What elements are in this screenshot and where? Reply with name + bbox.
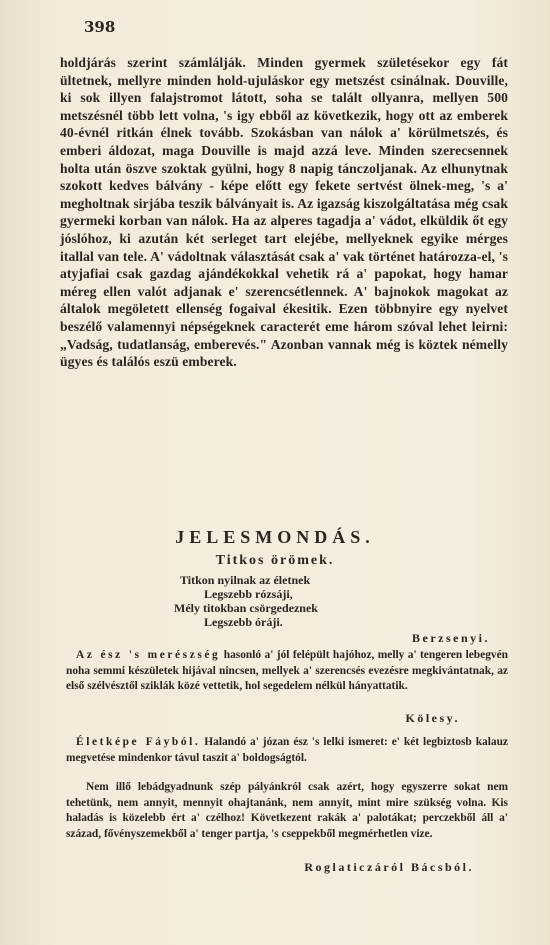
main-paragraph: holdjárás szerint számlálják. Minden gyermek születésekor egy fát ültetnek, mellyre minden hold-ujuláskor egy metszést csinálnak. Douville, ki sok illyen falajstromot látott, soha se talált ollyanra, mellyen 500 metszésnél több lett volna, 's igy ebből az következik, hogy ott az emberek 40-évnél ritkán élnek tovább. Szokásban van nálok a' körülmetszés, és emberi áldozat, maga Douville is majd azzá leve. Minden szerecsennek holta után öszve szoktak gyülni, hogy 8 napig tánczoljanak. Az elhunytnak szokott kedves bálvány - képe előtt egy fekete sertvést ölnek-meg, 's a' megholtnak sirjába teszik bálványait is. Az igazság kiszolgáltatása még csak gyermeki korban van nálok. Ha az alperes tagadja a' vádot, elküldik őt egy jóslóhoz, ki azután két serleget tart elejébe, mellyeknek egyike mérges itallal van tele. A' vádoltnak választását csak a' vak történet határozza-el, 's atyjafiai csak gazdag ajándékokkal vehetik rá a' papokat, hogy hamar méreg ellen valót adjanak e' szerencsétlennek. A' bajnokok magokat az általok megöletett ellenség fogaival ékesitik. Ezen többnyire egy nyelvet beszélő valamennyi népségeknek caracterét eme három szóval lehet leirni: „Vadság, tudatlanság, emberevés." Azonban vannak még is köztek némelly ügyes és találós eszü emberek. [60,55,508,370]
quote-lead: Életképe Fáyból. [76,736,201,748]
page-number: 398 [84,18,116,36]
poem-line: Legszebb óráji. [204,615,283,629]
quote-courage [66,648,508,695]
poem-line: Mély titokban csörgedeznek [174,601,318,615]
quote-text: Halandó a' józan ész 's lelki ismeret: e' két legbiztosb kalauz megvetése mindenkor távul taszit a' boldogságtól. [66,736,508,764]
poem-author: Berzsenyi. [412,631,490,645]
quote-progress: Nem illő lebádgyadnunk szép pályánkról csak azért, hogy egyszerre sokat nem tehetünk, nem annyit, mennyit ohajtanánk, nem annyit, mint mire szükség volna. Kis haladás is közelebb ért a' czélhoz! Következent rakák a' palotákat; perczekből áll a' század, fővényszemekből a' tenger partja, 's cseppekből megmérhetlen vize. [66,781,508,840]
poem [160,573,400,629]
poem-line: Titkon nyilnak az életnek [180,573,311,587]
section-title: JELESMONDÁS. [175,527,375,547]
quote-lead: Az ész 's merészség [76,649,221,661]
quote-text: hasonló a' jól felépült hajóhoz, melly a' tengeren lebegvén noha semmi készületek hijával nincsen, mellyek a' szerencsés evezésre megkivántatnak, az első szélvésztől sziklák közé vettetik, hol segedelem nélkül hányattatik. [66,649,508,693]
quote-author: Kölesy. [405,711,460,725]
quote-author: Roglaticzáról Bácsból. [304,860,474,874]
poem-line: Legszebb rózsáji, [204,587,293,601]
quote-lifepicture [66,735,508,766]
poem-title: Titkos örömek. [215,553,335,568]
